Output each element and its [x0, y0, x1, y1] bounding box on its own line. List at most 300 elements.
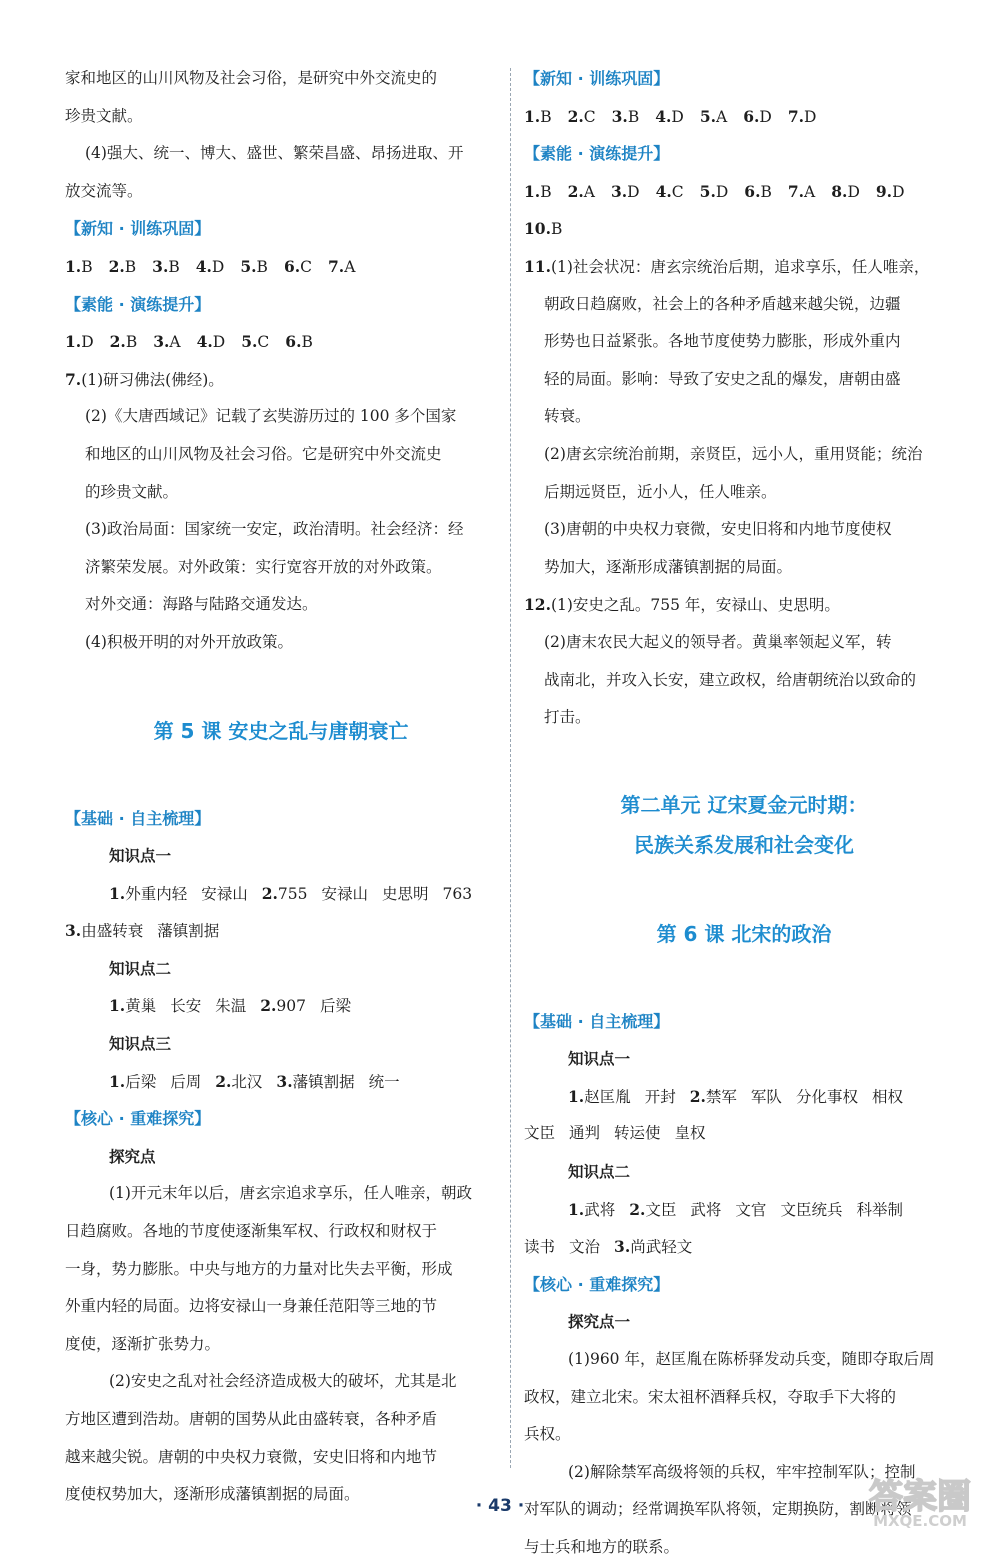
item-value: 军队: [750, 1087, 782, 1106]
item-value: D: [627, 182, 640, 201]
watermark-logo: [846, 1468, 996, 1530]
item-value: D: [211, 257, 225, 276]
item-value: 藩镇割据: [292, 1072, 355, 1091]
item-number: 2.: [567, 181, 584, 201]
term-item: [569, 1124, 600, 1142]
item-value: A: [804, 182, 816, 201]
item-value: A: [716, 107, 728, 126]
term-item: [262, 885, 308, 903]
answer-row: [65, 248, 497, 286]
term-item: [780, 1201, 842, 1219]
text-line: [65, 1251, 497, 1289]
heading-text: 【新知 · 训练巩固】: [524, 69, 670, 88]
section-heading: [524, 1266, 964, 1304]
text-line: [65, 1476, 497, 1514]
item-value: 文臣统兵: [780, 1200, 843, 1219]
line-text: 珍贵文献。: [65, 106, 143, 125]
text-line: [65, 60, 497, 98]
text-line: [65, 1401, 497, 1439]
heading-text: 【素能 · 演练提升】: [65, 294, 211, 314]
item-value: 皇权: [674, 1124, 706, 1143]
item-value: 尚武轻文: [630, 1238, 693, 1257]
term-item: [215, 997, 246, 1015]
item-number: 1.: [109, 996, 126, 1016]
item-value: 907: [276, 997, 307, 1016]
line-text: (2)唐玄宗统治前期，亲贤臣，远小人，重用贤能；统治: [544, 444, 923, 463]
item-number: 5.: [699, 181, 716, 201]
term-row: [65, 912, 497, 950]
section-heading: [65, 1100, 497, 1138]
text-line: [65, 586, 497, 624]
item-value: D: [759, 107, 772, 126]
item-number: 1.: [109, 883, 126, 903]
item-value: B: [168, 257, 180, 276]
item-value: 由盛转衰: [81, 922, 144, 941]
answer-row: [524, 210, 964, 248]
term-item: [109, 885, 187, 903]
item-value: D: [671, 107, 684, 126]
term-row: [524, 1191, 964, 1229]
line-text: 势加大，逐渐形成藩镇割据的局面。: [544, 557, 793, 576]
term-item: [872, 1088, 903, 1106]
item-value: D: [715, 182, 729, 201]
answer-item: [568, 183, 595, 201]
line-text: 知识点一: [568, 1049, 631, 1069]
answer-item: [788, 108, 817, 126]
text-line: [65, 1213, 497, 1251]
term-row: [65, 1063, 497, 1101]
item-value: B: [627, 107, 640, 126]
answer-item: [700, 183, 729, 201]
text-line: [524, 398, 964, 436]
text-line: [65, 398, 497, 436]
line-text: 对军队的调动；经常调换军队将领，定期换防，割断将领: [524, 1500, 912, 1519]
item-value: 史思明: [382, 884, 429, 903]
text-line: [65, 1439, 497, 1477]
term-row: [65, 875, 497, 913]
left-column: [65, 60, 497, 1514]
answer-item: [241, 333, 269, 351]
term-item: [443, 885, 473, 903]
right-column: [524, 60, 964, 1567]
item-number: 5.: [699, 106, 717, 126]
item-value: D: [81, 333, 94, 352]
text-line: [524, 323, 964, 361]
item-value: 朱温: [215, 997, 247, 1016]
item-value: 相权: [871, 1087, 903, 1106]
section-heading: [524, 60, 964, 98]
spacer: [65, 662, 497, 710]
unit-title-text: 第二单元 辽宋夏金元时期：: [620, 792, 868, 817]
heading-text: 【素能 · 演练提升】: [524, 144, 670, 164]
text-line: [65, 361, 497, 399]
section-heading: [65, 286, 497, 324]
text-line: [524, 1379, 964, 1417]
column-divider: [510, 68, 511, 1468]
item-value: D: [212, 333, 226, 352]
line-text: 知识点一: [109, 846, 172, 866]
item-value: A: [583, 182, 595, 201]
answer-item: [328, 258, 355, 276]
term-item: [109, 1073, 156, 1091]
item-number: 1.: [568, 1086, 585, 1106]
line-text: (2)安史之乱对社会经济造成极大的破坏，尤其是北: [109, 1372, 457, 1391]
item-number: 6.: [744, 181, 761, 201]
term-item: [690, 1088, 737, 1106]
term-item: [569, 1238, 600, 1256]
line-text: 探究点一: [568, 1312, 631, 1332]
item-number: 7.: [328, 256, 345, 276]
line-text: 知识点三: [109, 1034, 172, 1054]
unit-subtitle: [524, 825, 964, 865]
answer-item: [152, 258, 180, 276]
term-item: [320, 997, 351, 1015]
answer-item: [744, 183, 772, 201]
term-item: [614, 1238, 692, 1256]
text-line: [524, 549, 964, 587]
item-value: B: [125, 333, 138, 352]
answer-row: [524, 98, 964, 136]
line-text: 度使，逐渐扩张势力。: [65, 1334, 221, 1353]
item-value: 文臣: [524, 1124, 556, 1143]
section-heading: [65, 800, 497, 838]
text-line: [524, 662, 964, 700]
item-value: 后梁: [125, 1072, 157, 1091]
item-number: 1.: [568, 1199, 585, 1219]
term-item: [751, 1088, 782, 1106]
term-item: [201, 885, 248, 903]
item-number: 2.: [109, 332, 126, 352]
answer-row: [524, 173, 964, 211]
line-text: 方地区遭到浩劫。唐朝的国势从此由盛转衰，各种矛盾: [65, 1410, 438, 1428]
line-text: (1)安史之乱。755 年，安禄山、史思明。: [550, 596, 840, 615]
lesson-title: [524, 913, 964, 955]
term-item: [369, 1073, 400, 1091]
item-value: 安禄山: [201, 884, 248, 903]
section-heading: [65, 210, 497, 248]
answer-item: [65, 333, 94, 351]
line-text: 家和地区的山川风物及社会习俗，是研究中外交流史的: [65, 69, 438, 87]
item-number: 8.: [831, 181, 848, 201]
text-line: [524, 511, 964, 549]
line-text: 朝政日趋腐败，社会上的各种矛盾越来越尖锐，边疆: [544, 294, 901, 313]
text-line: [524, 1341, 964, 1379]
item-value: 分化事权: [795, 1087, 858, 1106]
text-line: [65, 1363, 497, 1401]
section-heading: [524, 135, 964, 173]
spacer: [524, 865, 964, 913]
text-line: [65, 511, 497, 549]
line-text: (1)社会状况：唐玄宗统治后期，追求享乐，任人唯亲，: [550, 257, 930, 276]
item-number: 2.: [567, 106, 584, 126]
line-text: (1)开元末年以后，唐玄宗追求享乐，任人唯亲，朝政: [109, 1184, 472, 1203]
answer-row: [65, 323, 497, 361]
subheading: [524, 1153, 964, 1191]
answer-item: [568, 108, 596, 126]
spacer: [65, 752, 497, 800]
item-number: 6.: [285, 332, 302, 352]
lesson-title: [65, 710, 497, 752]
answer-item: [285, 333, 313, 351]
text-line: [524, 586, 964, 624]
item-number: 10.: [524, 219, 551, 239]
lesson-title-text: 第 6 课 北宋的政治: [656, 921, 832, 946]
answer-item: [612, 108, 640, 126]
item-value: C: [583, 107, 596, 126]
text-line: [65, 474, 497, 512]
line-text: 济繁荣发展。对外政策：实行宽容开放的对外政策。: [85, 557, 442, 576]
text-line: [524, 361, 964, 399]
answer-item: [876, 183, 905, 201]
answer-item: [524, 108, 552, 126]
answer-item: [240, 258, 268, 276]
text-line: [65, 624, 497, 662]
item-number: 4.: [655, 181, 672, 201]
heading-text: 【核心 · 重难探究】: [524, 1274, 670, 1294]
item-value: 统一: [368, 1072, 400, 1091]
term-item: [568, 1201, 615, 1219]
line-text: 的珍贵文献。: [85, 482, 179, 501]
term-item: [614, 1124, 661, 1142]
item-value: 763: [442, 884, 473, 903]
term-row: [524, 1228, 964, 1266]
item-number: 2.: [261, 883, 278, 903]
text-line: [65, 1288, 497, 1326]
term-row: [65, 987, 497, 1025]
term-item: [524, 1238, 555, 1256]
line-text: 度使权势加大，逐渐形成藩镇割据的局面。: [65, 1485, 360, 1504]
heading-text: 【基础 · 自主梳理】: [65, 808, 211, 828]
line-text: (4)积极开明的对外开放政策。: [85, 632, 293, 651]
question-number: 7.: [65, 369, 82, 389]
line-text: 转衰。: [544, 407, 591, 426]
lesson-title-text: 第 5 课 安史之乱与唐朝衰亡: [153, 718, 409, 743]
question-number: 11.: [524, 256, 551, 276]
answer-item: [196, 258, 225, 276]
item-value: 黄巢: [125, 997, 157, 1016]
subheading: [524, 1040, 964, 1078]
item-number: 6.: [743, 106, 760, 126]
item-value: 北汉: [231, 1072, 263, 1091]
line-text: (3)唐朝的中央权力衰微，安史旧将和内地节度使权: [544, 520, 892, 539]
term-item: [170, 997, 201, 1015]
item-number: 5.: [240, 256, 257, 276]
line-text: 打击。: [544, 708, 591, 727]
line-text: 形势也日益紧张。各地节度使势力膨胀，形成外重内: [544, 332, 901, 351]
item-number: 3.: [614, 1237, 631, 1257]
item-value: 藩镇割据: [157, 922, 220, 941]
watermark-text: 答案圈: [869, 1477, 971, 1517]
line-text: (3)政治局面：国家统一安定，政治清明。社会经济：经: [85, 520, 464, 539]
term-item: [856, 1201, 903, 1219]
item-value: 转运使: [614, 1124, 661, 1143]
text-line: [65, 436, 497, 474]
heading-text: 【基础 · 自主梳理】: [524, 1011, 670, 1031]
text-line: [65, 549, 497, 587]
line-text: 政权，建立北宋。宋太祖杯酒释兵权，夺取手下大将的: [524, 1387, 897, 1406]
subheading: [65, 1138, 497, 1176]
text-line: [524, 286, 964, 324]
answer-item: [524, 183, 552, 201]
item-value: 读书: [524, 1238, 556, 1257]
item-value: A: [169, 333, 181, 352]
item-value: 文臣: [645, 1200, 677, 1219]
section-heading: [524, 1003, 964, 1041]
term-item: [690, 1201, 721, 1219]
text-line: [524, 624, 964, 662]
term-item: [629, 1201, 676, 1219]
item-number: 6.: [283, 256, 301, 276]
answer-item: [109, 258, 137, 276]
item-number: 3.: [152, 256, 169, 276]
term-item: [382, 885, 429, 903]
item-number: 4.: [196, 332, 213, 352]
text-line: [65, 1326, 497, 1364]
item-value: B: [540, 182, 552, 201]
item-number: 1.: [109, 1071, 126, 1091]
term-item: [524, 1124, 555, 1142]
item-value: 安禄山: [321, 884, 369, 903]
line-text: 后期远贤臣，近小人，任人唯亲。: [544, 482, 777, 501]
item-value: 后周: [170, 1072, 202, 1091]
item-value: 文治: [569, 1238, 601, 1257]
term-item: [568, 1088, 631, 1106]
text-line: [65, 173, 497, 211]
term-item: [796, 1088, 858, 1106]
answer-item: [656, 183, 684, 201]
term-item: [675, 1124, 706, 1142]
item-value: 文官: [735, 1200, 767, 1219]
watermark-url: MXQE.COM: [873, 1512, 967, 1530]
item-number: 4.: [655, 106, 672, 126]
term-item: [157, 922, 219, 940]
item-value: B: [760, 182, 772, 201]
line-text: 轻的局面。影响：导致了安史之乱的爆发，唐朝由盛: [544, 369, 901, 388]
item-number: 3.: [610, 181, 628, 201]
item-value: 后梁: [320, 997, 352, 1016]
answer-item: [110, 333, 138, 351]
item-value: 开封: [644, 1087, 676, 1106]
item-value: 长安: [170, 997, 202, 1016]
item-value: 禁军: [705, 1087, 737, 1106]
item-value: C: [671, 182, 684, 201]
line-text: 知识点二: [568, 1162, 631, 1182]
item-number: 1.: [524, 181, 541, 201]
term-item: [260, 997, 306, 1015]
term-item: [215, 1073, 262, 1091]
item-value: B: [540, 107, 552, 126]
term-item: [645, 1088, 676, 1106]
spacer: [524, 955, 964, 1003]
term-item: [170, 1073, 201, 1091]
text-line: [524, 436, 964, 474]
line-text: 越来越尖锐。唐朝的中央权力衰微，安史旧将和内地节: [65, 1447, 438, 1466]
line-text: 一身，势力膨胀。中央与地方的力量对比失去平衡，形成: [65, 1259, 453, 1278]
item-value: B: [124, 257, 137, 276]
unit-title: [524, 785, 964, 825]
heading-text: 【新知 · 训练巩固】: [65, 219, 211, 239]
subheading: [65, 950, 497, 988]
item-value: B: [550, 220, 563, 239]
line-text: 放交流等。: [65, 181, 143, 200]
subheading: [524, 1303, 964, 1341]
term-item: [735, 1201, 766, 1219]
answer-item: [153, 333, 180, 351]
item-value: C: [300, 257, 312, 276]
line-text: 和地区的山川风物及社会习俗。它是研究中外交流史: [85, 444, 442, 463]
item-value: B: [81, 257, 93, 276]
answer-item: [700, 108, 727, 126]
item-number: 3.: [65, 921, 82, 941]
item-value: 武将: [690, 1200, 722, 1219]
item-value: B: [301, 333, 313, 352]
question-number: 12.: [524, 595, 551, 615]
item-value: A: [344, 257, 356, 276]
line-text: 外重内轻的局面。边将安禄山一身兼任范阳等三地的节: [65, 1297, 438, 1316]
item-number: 1.: [65, 332, 82, 352]
item-number: 2.: [629, 1199, 646, 1219]
item-value: D: [847, 182, 860, 201]
text-line: [524, 699, 964, 737]
answer-item: [743, 108, 772, 126]
text-line: [524, 1529, 964, 1567]
line-text: (2)唐末农民大起义的领导者。黄巢率领起义军，转: [544, 632, 892, 651]
answer-item: [831, 183, 860, 201]
line-text: 日趋腐败。各地的节度使逐渐集军权、行政权和财权于: [65, 1222, 438, 1241]
text-line: [65, 135, 497, 173]
item-value: 755: [277, 884, 308, 903]
line-text: 与士兵和地方的联系。: [524, 1538, 680, 1556]
term-row: [524, 1115, 964, 1153]
answer-item: [788, 183, 815, 201]
term-item: [65, 922, 143, 940]
line-text: (2)《大唐西域记》记载了玄奘游历过的 100 多个国家: [85, 407, 457, 426]
item-value: B: [256, 257, 268, 276]
item-number: 2.: [108, 256, 125, 276]
subheading: [65, 837, 497, 875]
term-item: [109, 997, 156, 1015]
item-number: 3.: [611, 106, 628, 126]
subheading: [65, 1025, 497, 1063]
item-number: 7.: [787, 181, 805, 201]
answer-item: [197, 333, 226, 351]
answer-item: [284, 258, 312, 276]
line-text: 探究点: [109, 1146, 156, 1166]
item-value: 外重内轻: [125, 884, 188, 903]
line-text: (4)强大、统一、博大、盛世、繁荣昌盛、昂扬进取、开: [85, 144, 464, 163]
text-line: [524, 248, 964, 286]
line-text: (1)960 年，赵匡胤在陈桥驿发动兵变，随即夺取后周: [568, 1350, 935, 1369]
answer-item: [611, 183, 640, 201]
item-number: 3.: [153, 332, 170, 352]
term-item: [322, 885, 369, 903]
item-number: 2.: [215, 1071, 232, 1091]
page-number: · 43 ·: [475, 1496, 525, 1516]
line-text: 知识点二: [109, 958, 172, 978]
answer-item: [65, 258, 93, 276]
item-number: 7.: [787, 106, 805, 126]
line-text: 兵权。: [524, 1425, 571, 1444]
item-number: 5.: [241, 332, 258, 352]
text-line: [65, 98, 497, 136]
term-row: [524, 1078, 964, 1116]
item-number: 4.: [195, 256, 212, 276]
text-line: [524, 474, 964, 512]
text-line: [524, 1416, 964, 1454]
item-number: 1.: [524, 106, 541, 126]
item-value: 赵匡胤: [584, 1087, 631, 1106]
item-value: 武将: [584, 1200, 616, 1219]
